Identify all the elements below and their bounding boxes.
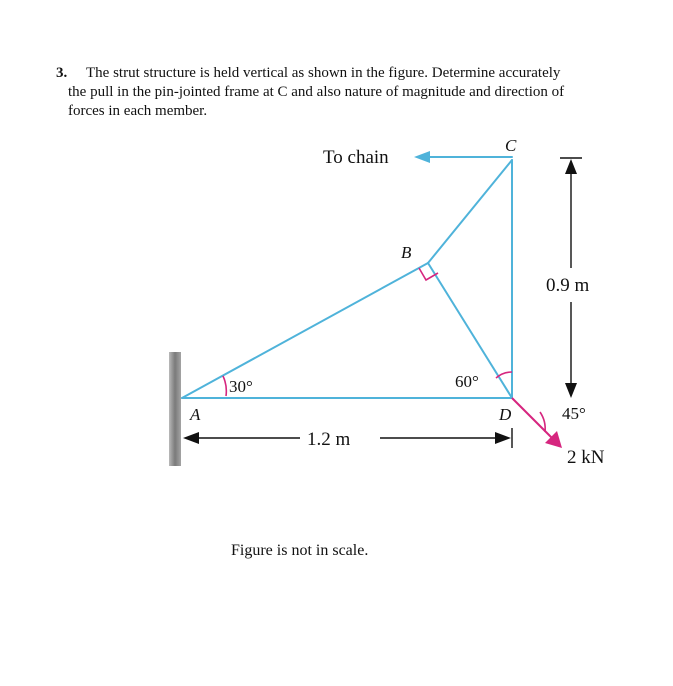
wall-support (169, 352, 181, 466)
chain-arrow-icon (414, 151, 430, 163)
angle-load-label: 45° (562, 404, 586, 423)
frame-members (182, 157, 512, 398)
dimension-arrow-left-icon (183, 432, 199, 444)
question-line-1-text: The strut structure is held vertical as shown in the figure. Determine accurately (86, 65, 561, 81)
point-b-label: B (401, 243, 412, 262)
question-number: 3. (56, 65, 68, 81)
vertical-dimension (560, 158, 582, 385)
angle-a-label: 30° (229, 377, 253, 396)
point-c-label: C (505, 136, 517, 155)
load-label: 2 kN (567, 447, 605, 468)
member-bc (428, 160, 512, 263)
question-line-3: forces in each member. (68, 103, 208, 119)
dimension-arrow-down-icon (565, 383, 577, 398)
load-arrow-shaft (512, 398, 552, 438)
horizontal-dimension-label: 1.2 m (307, 429, 351, 450)
angle-arc-a (223, 376, 226, 396)
horizontal-dimension (197, 428, 512, 448)
right-angle-marker (419, 268, 438, 280)
figure-note: Figure is not in scale. (231, 542, 369, 559)
to-chain-label: To chain (323, 147, 389, 168)
point-a-label: A (190, 405, 201, 424)
vertical-dimension-label: 0.9 m (546, 275, 590, 296)
angle-d-label: 60° (455, 372, 479, 391)
member-ab (182, 263, 428, 398)
point-d-label: D (499, 405, 512, 424)
question-line-2: the pull in the pin-jointed frame at C and also nature of magnitude and direction of (68, 84, 565, 100)
dimension-arrow-up-icon (565, 159, 577, 174)
dimension-arrow-right-icon (495, 432, 511, 444)
